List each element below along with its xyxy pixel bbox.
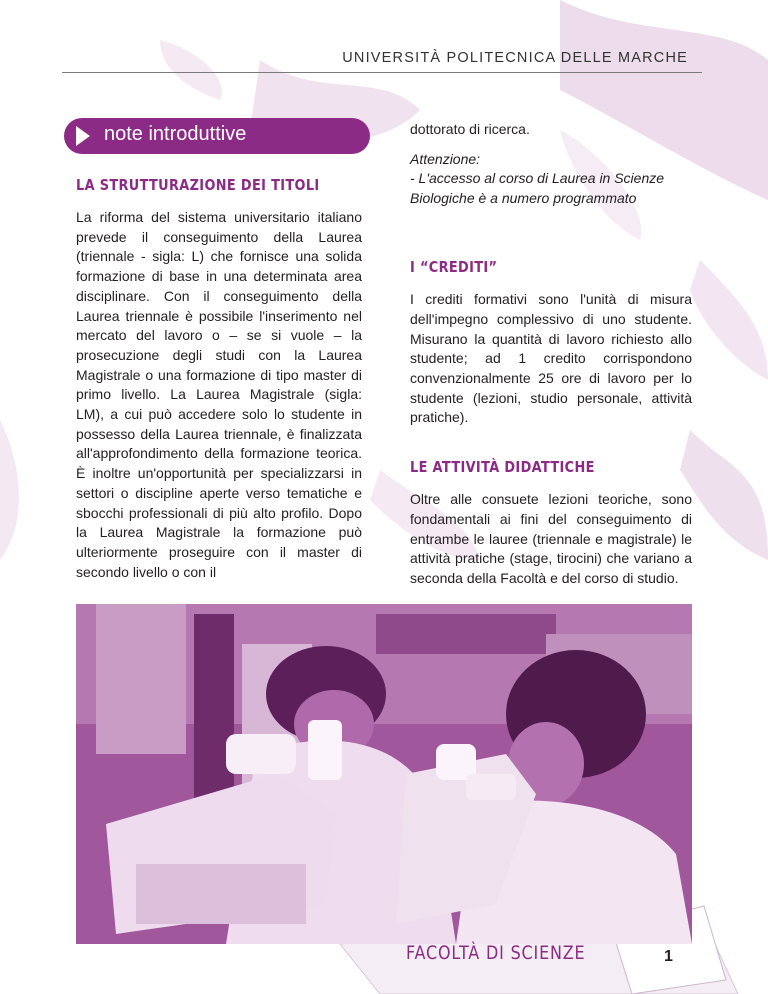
header-divider (62, 72, 702, 73)
heading-crediti: I “CREDITI” (410, 258, 498, 277)
attention-text: - L'accesso al corso di Laurea in Scienze Biologiche è a numero programmato (410, 170, 665, 206)
section-badge (64, 118, 370, 154)
paragraph-crediti: I crediti formativi sono l'unità di misura dell'impegno complessivo di uno studente. Misurano la quantità di lavoro richiesto allo studente; ad 1 credito corrispondono convenzionalmente 25 ore di lavoro per lo studente (lezioni, studio personale, attività pratiche). (410, 291, 692, 426)
faculty-title: FACOLTÀ DI SCIENZE (406, 942, 586, 964)
heading-attivita: LE ATTIVITÀ DIDATTICHE (410, 458, 595, 477)
right-column (410, 120, 692, 589)
paragraph-attivita: Oltre alle consuete lezioni teoriche, sono fondamentali ai fini del conseguimento di entrambe le lauree (triennale e magistrale) le attività pratiche (stage, tirocini) che variano a seconda della Facoltà e del corso di studio. (410, 491, 692, 586)
paragraph-strutturazione: La riforma del sistema universitario italiano prevede il conseguimento della Laurea (triennale - sigla: L) che fornisce una solida formazione di base in una determinata area disciplinare. Con il conseguimento della Laurea triennale è possibile l'inserimento nel mercato del lavoro o – se si vuole – la prosecuzione degli studi con la Laurea Magistrale o una formazione di tipo master di primo livello. La Laurea Magistrale (sigla: LM), a cui può accedere solo lo studente in possesso della Laurea triennale, è finalizzata all'approfondimento della formazione teorica. È inoltre un'opportunità per specializzarsi in settori o discipline aperte verso tematiche e sbocchi professionali di più alto profilo. Dopo la Laurea Magistrale la formazione può ulteriormente proseguire con il master di secondo livello o con il (76, 209, 362, 580)
badge-label: note introduttive (104, 123, 247, 145)
left-column (76, 176, 362, 582)
page-number: 1 (664, 948, 673, 965)
paragraph-continuation: dottorato di ricerca. (410, 121, 530, 137)
play-arrow-icon (76, 126, 90, 146)
lab-photo (76, 604, 692, 944)
attention-title: Attenzione: (410, 150, 481, 167)
heading-strutturazione: LA STRUTTURAZIONE DEI TITOLI (76, 176, 320, 194)
institution-header: UNIVERSITÀ POLITECNICA DELLE MARCHE (342, 50, 688, 66)
